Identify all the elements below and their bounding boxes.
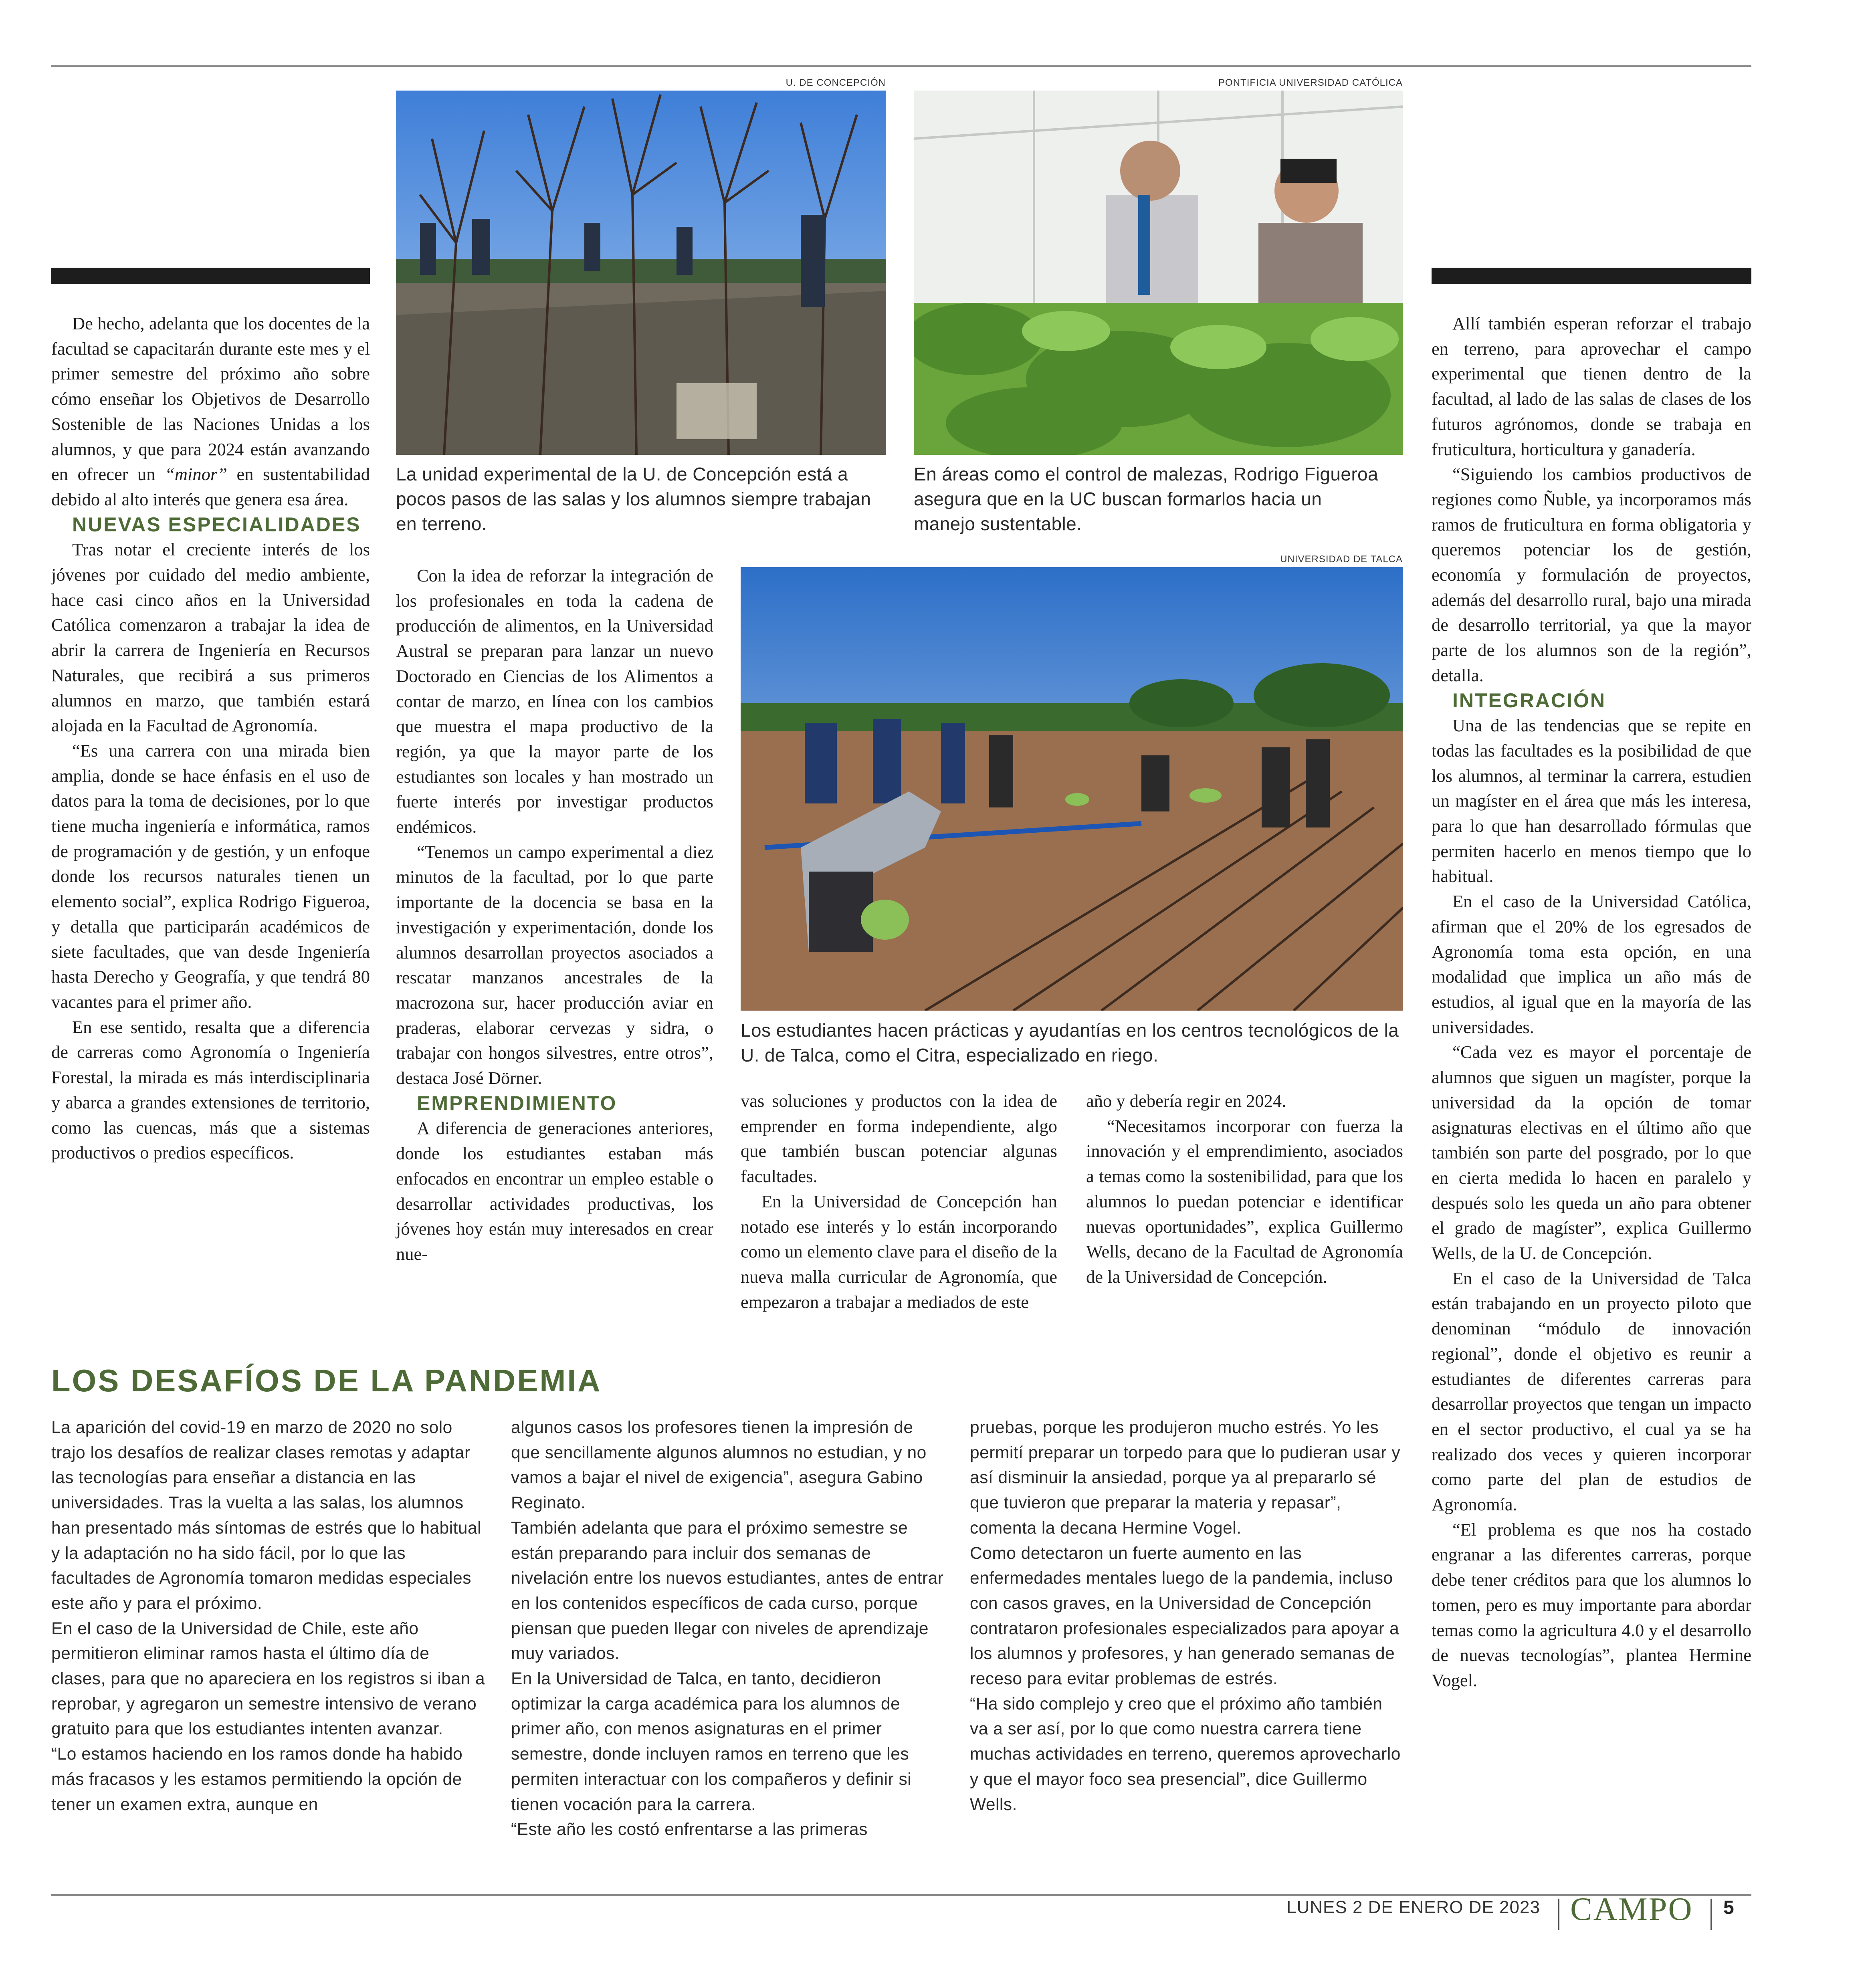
photo-credit-talca: UNIVERSIDAD DE TALCA	[1280, 554, 1403, 565]
box-title-pandemia: LOS DESAFÍOS DE LA PANDEMIA	[51, 1363, 602, 1398]
footer-separator-1	[1558, 1899, 1559, 1930]
col5-paragraph-4: En el caso de la Universidad Católica, afirman que el 20% de los egresados de Agronomía toma esta opción, en una modalidad que implica un año más de estudios, al igual que en la mayoría de las universidades.	[1432, 891, 1751, 1037]
subheading-nuevas-especialidades: NUEVAS ESPECIALIDADES	[72, 513, 361, 536]
caption-concepcion: La unidad experimental de la U. de Concepción está a pocos pasos de las salas y los alumnos siempre trabajan en terreno.	[396, 464, 871, 534]
top-rule	[51, 65, 1751, 67]
box-column-1	[51, 1415, 486, 1817]
col1-paragraph-4: En ese sentido, resalta que a diferencia de carreras como Agronomía o Ingeniería Forestal, la mirada es más interdisciplinaria y abarca a grandes extensiones de territorio, como las cuencas, más que a sistemas productivos o predios específicos.	[51, 1017, 370, 1163]
column-4	[1086, 1088, 1403, 1290]
column-5	[1432, 311, 1751, 1693]
col5-paragraph-5: “Cada vez es mayor el porcentaje de alumnos que siguen un magíster, porque la universidad da la opción de tomar asignaturas electivas en el último año que también son parte del posgrado, por lo que en cierta medida lo hacen en paralelo y después solo les queda un año para obtener el grado de magíster”, explica Guillermo Wells, de la U. de Concepción.	[1432, 1042, 1751, 1263]
box-c1-paragraph-2: En el caso de la Universidad de Chile, este año permitieron eliminar ramos hasta el último día de clases, para que no apareciera en los registros si iban a reprobar, y agregaron un semestre intensivo de verano gratuito para que los estudiantes intenten avanzar.	[51, 1619, 485, 1739]
page-number: 5	[1723, 1897, 1734, 1918]
col5-paragraph-2: “Siguiendo los cambios productivos de regiones como Ñuble, ya incorporamos más ramos de fruticultura en forma obligatoria y queremos potenciar los de gestión, economía y formulación de proyectos, además del desarrollo rural, bajo una mirada de desarrollo territorial, ya que la mayor parte de los alumnos son de la región”, detalla.	[1432, 464, 1751, 685]
footer-section-name: CAMPO	[1570, 1891, 1693, 1927]
column-2	[396, 563, 713, 1267]
caption-talca: Los estudiantes hacen prácticas y ayudantías en los centros tecnológicos de la U. de Talca, como el Citra, especializado en riego.	[741, 1020, 1399, 1066]
photo-catolica-greenhouse	[914, 91, 1403, 455]
box-column-2	[511, 1415, 944, 1843]
box-c3-paragraph-2: Como detectaron un fuerte aumento en las enfermedades mentales luego de la pandemia, incluso con casos graves, en la Universidad de Concepción contrataron profesionales especializados para apoyar a los alumnos y profesores, y han generado semanas de receso para evitar problemas de estrés.	[970, 1544, 1399, 1689]
subheading-emprendimiento: EMPRENDIMIENTO	[417, 1092, 617, 1114]
col5-paragraph-1: Allí también esperan reforzar el trabajo en terreno, para aprovechar el campo experimental que tienen dentro de la facultad, al lado de las salas de clases de los futuros agrónomos, donde se trabaja en fruticultura, horticultura y ganadería.	[1432, 313, 1751, 459]
photo-concepcion-orchard	[396, 91, 886, 455]
photo-talca-field	[741, 567, 1403, 1011]
box-c2-paragraph-3: En la Universidad de Talca, en tanto, decidieron optimizar la carga académica para los alumnos de primer año, con menos asignaturas en el primer semestre, donde incluyen ramos en terreno que les permiten interactuar con los compañeros y definir si tienen vocación para la carrera.	[511, 1669, 912, 1814]
footer-date: LUNES 2 DE ENERO DE 2023	[1286, 1897, 1540, 1917]
col1-paragraph-2: Tras notar el creciente interés de los jóvenes por cuidado del medio ambiente, hace casi cinco años en la Universidad Católica comenzaron a trabajar la idea de abrir la carrera de Ingeniería en Recursos Naturales, que recibirá a sus primeros alumnos en marzo, que también estará alojada en la Facultad de Agronomía.	[51, 539, 370, 736]
box-c2-paragraph-2: También adelanta que para el próximo semestre se están preparando para incluir dos semanas de nivelación entre los nuevos estudiantes, antes de entrar en los contenidos específicos de cada curso, porque piensan que pueden llegar con niveles de aprendizaje muy variados.	[511, 1518, 944, 1663]
col5-paragraph-6: En el caso de la Universidad de Talca están trabajando en un proyecto piloto que denominan “módulo de innovación regional”, donde el objetivo es reunir a estudiantes de diferentes carreras para desarrollar proyectos que tengan un impacto en el sector productivo, el cual ya se ha realizado dos veces y quieren incorporar como parte del plan de estudios de Agronomía.	[1432, 1268, 1751, 1515]
caption-catolica: En áreas como el control de malezas, Rodrigo Figueroa asegura que en la UC buscan formarlos hacia un manejo sustentable.	[914, 464, 1379, 534]
left-column-bar	[51, 268, 370, 284]
bottom-rule	[51, 1894, 1751, 1896]
box-column-3	[970, 1415, 1405, 1817]
col1-paragraph-1	[51, 311, 370, 512]
right-column-bar	[1432, 268, 1751, 284]
col3-paragraph-1: vas soluciones y productos con la idea de emprender en forma independiente, algo que también buscan potenciar algunas facultades.	[741, 1091, 1057, 1187]
column-1	[51, 311, 370, 1165]
col2-paragraph-1: Con la idea de reforzar la integración de los profesionales en toda la cadena de producción de alimentos, en la Universidad Austral se preparan para lanzar un nuevo Doctorado en Ciencias de los Alimentos a contar de marzo, en línea con los cambios que muestra el mapa productivo de la región, ya que la mayor parte de los estudiantes son locales y han mostrado un fuerte interés por investigar productos endémicos.	[396, 565, 713, 837]
photo-credit-catolica: PONTIFICIA UNIVERSIDAD CATÓLICA	[1218, 77, 1403, 88]
photo-credit-concepcion: U. DE CONCEPCIÓN	[786, 77, 886, 88]
col2-paragraph-3: A diferencia de generaciones anteriores, donde los estudiantes estaban más enfocados en encontrar un empleo estable o desarrollar actividades productivas, los jóvenes hoy están muy interesados en crear nue-	[396, 1118, 713, 1264]
col1-paragraph-3: “Es una carrera con una mirada bien amplia, donde se hace énfasis en el uso de datos para la toma de decisiones, por lo que tiene mucha ingeniería e informática, ramos de programación y de gestión, y un enfoque donde los recursos naturales tienen un elemento social”, explica Rodrigo Figueroa, y detalla que participarán académicos de siete facultades, que van desde Ingeniería hasta Derecho y Geografía, y que tendrá 80 vacantes para el primer año.	[51, 740, 370, 1012]
col4-paragraph-2: “Necesitamos incorporar con fuerza la innovación y el emprendimiento, asociados a temas como la sostenibilidad, para que los alumnos lo puedan potenciar e identificar nuevas oportunidades”, explica Guillermo Wells, decano de la Facultad de Agronomía de la Universidad de Concepción.	[1086, 1116, 1403, 1287]
col3-paragraph-2: En la Universidad de Concepción han notado ese interés y lo están incorporando como un elemento clave para el diseño de la nueva malla curricular de Agronomía, que empezaron a trabajar a mediados de este	[741, 1191, 1057, 1312]
footer-separator-2	[1710, 1899, 1712, 1930]
col5-paragraph-7: “El problema es que nos ha costado engranar a las diferentes carreras, porque debe tener créditos para que los alumnos lo tomen, pero es muy importante para abordar temas como la agricultura 4.0 y el desarrollo de nuevas tecnologías”, plantea Hermine Vogel.	[1432, 1519, 1751, 1690]
column-3	[741, 1088, 1057, 1314]
col1-p1-emphasis: “minor”	[165, 464, 227, 484]
box-c2-paragraph-4: “Este año les costó enfrentarse a las primeras	[511, 1820, 868, 1839]
box-c1-paragraph-1: La aparición del covid-19 en marzo de 2020 no solo trajo los desafíos de realizar clases remotas y adaptar las tecnologías para enseñar a distancia en las universidades. Tras la vuelta a las salas, los alumnos han presentado más síntomas de estrés que lo habitual y la adaptación no ha sido fácil, por lo que las facultades de Agronomía tomaron medidas especiales este año y para el próximo.	[51, 1418, 482, 1613]
col1-p1-text: De hecho, adelanta que los docentes de la facultad se capacitarán durante este mes y el primer semestre del próximo año sobre cómo enseñar los Objetivos de Desarrollo Sostenible de las Naciones Unidas a los alumnos, y que para 2024 están avanzando en ofrecer un	[51, 313, 370, 484]
box-c3-paragraph-1: pruebas, porque les produjeron mucho estrés. Yo les permití preparar un torpedo para que lo pudieran usar y así disminuir la ansiedad, porque ya al prepararlo sé que tuvieron que preparar la materia y repasar”, comenta la decana Hermine Vogel.	[970, 1418, 1401, 1538]
box-c3-paragraph-3: “Ha sido complejo y creo que el próximo año también va a ser así, por lo que como nuestra carrera tiene muchas actividades en terreno, queremos aprovecharlo y que el mayor foco sea presencial”, dice Guillermo Wells.	[970, 1694, 1401, 1814]
col1-p1-text-end: en sustentabilidad debido al alto interés que genera esa área.	[51, 464, 370, 509]
col5-paragraph-3: Una de las tendencias que se repite en todas las facultades es la posibilidad de que los alumnos, al terminar la carrera, estudien un magíster en el área que más les interesa, para lo que han desarrollado fórmulas que permiten hacerlo en menos tiempo que lo habitual.	[1432, 715, 1751, 886]
box-c1-paragraph-3: “Lo estamos haciendo en los ramos donde ha habido más fracasos y les estamos permitiendo la opción de tener un examen extra, aunque en	[51, 1745, 463, 1814]
box-c2-paragraph-1: algunos casos los profesores tienen la impresión de que sencillamente algunos alumnos no estudian, y no vamos a bajar el nivel de exigencia”, asegura Gabino Reginato.	[511, 1418, 927, 1513]
col2-paragraph-2: “Tenemos un campo experimental a diez minutos de la facultad, por lo que parte importante de la docencia se basa en la investigación y experimentación, donde los alumnos desarrollan proyectos asociados a rescatar manzanos ancestrales de la macrozona sur, hacer producción aviar en praderas, elaborar cervezas y sidra, o trabajar con hongos silvestres, entre otros”, destaca José Dörner.	[396, 842, 713, 1088]
subheading-integracion: INTEGRACIÓN	[1452, 689, 1606, 712]
col4-paragraph-1: año y debería regir en 2024.	[1086, 1091, 1286, 1111]
